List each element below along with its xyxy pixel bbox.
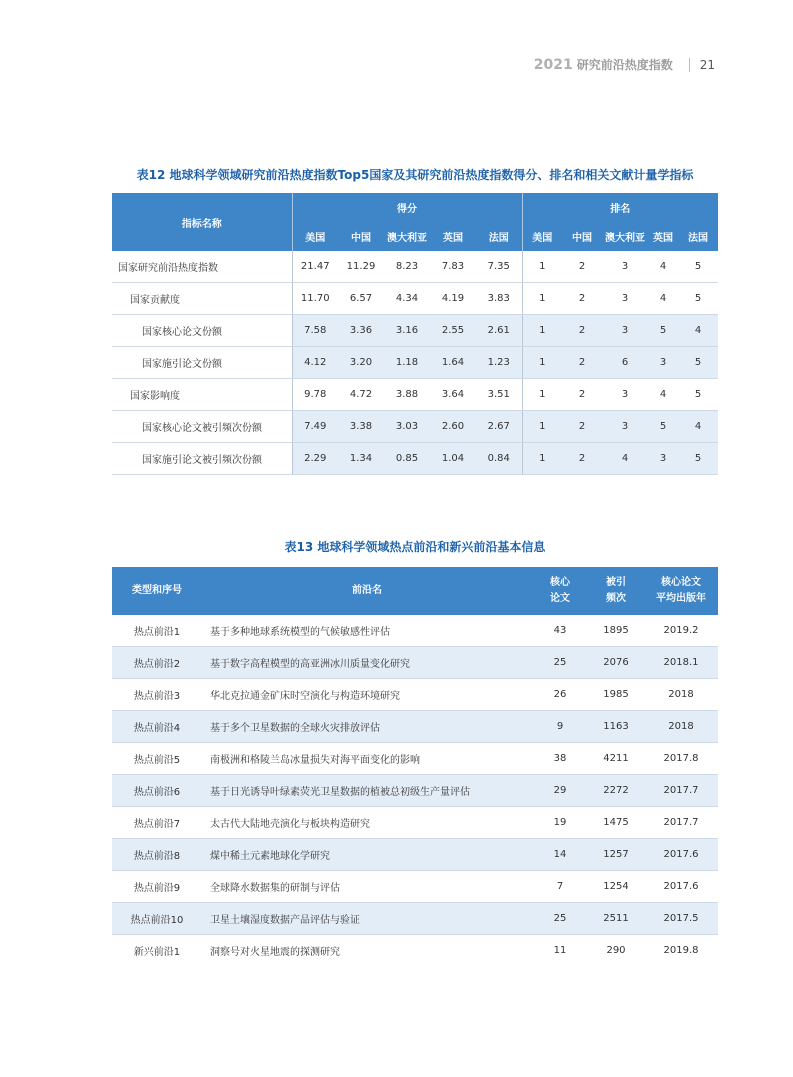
rank-cell: 3 [602, 251, 648, 283]
score-cell: 6.57 [338, 283, 384, 315]
front-name: 煤中稀土元素地球化学研究 [202, 839, 532, 871]
front-type: 热点前沿3 [112, 679, 202, 711]
avg-year: 2019.2 [644, 615, 718, 647]
avg-year: 2018.1 [644, 647, 718, 679]
core-papers: 38 [532, 743, 588, 775]
core-papers: 43 [532, 615, 588, 647]
header-year: 2021 [533, 56, 573, 73]
citations: 2272 [588, 775, 644, 807]
score-cell: 3.36 [338, 315, 384, 347]
core-papers: 9 [532, 711, 588, 743]
citations: 1254 [588, 871, 644, 903]
table-row [112, 903, 718, 935]
rank-cell: 2 [562, 315, 602, 347]
citations: 290 [606, 945, 626, 956]
avg-year: 2017.6 [644, 839, 718, 871]
indicator-name: 国家贡献度 [112, 283, 292, 315]
rank-cell: 4 [678, 315, 718, 347]
front-name: 华北克拉通金矿床时空演化与构造环境研究 [202, 679, 532, 711]
citations: 4211 [588, 743, 644, 775]
table-row [112, 615, 718, 647]
table-row [112, 251, 718, 283]
citations: 1475 [588, 807, 644, 839]
rank-cell: 2 [562, 347, 602, 379]
front-type: 热点前沿6 [112, 775, 202, 807]
rank-cell: 1 [522, 251, 562, 283]
table-row [112, 679, 718, 711]
front-type: 热点前沿5 [112, 743, 202, 775]
avg-year-header: 核心论文 平均出版年 [644, 567, 718, 615]
score-cell: 3.64 [430, 379, 476, 411]
table-row [112, 347, 718, 379]
rank-cell: 6 [602, 347, 648, 379]
score-cell: 3.03 [384, 411, 430, 443]
front-type: 热点前沿4 [112, 711, 202, 743]
score-cell: 3.38 [338, 411, 384, 443]
core-papers: 29 [532, 775, 588, 807]
score-country-header: 英国 [430, 222, 476, 251]
rank-cell: 2 [562, 251, 602, 283]
front-name: 基于日光诱导叶绿素荧光卫星数据的植被总初级生产量评估 [202, 775, 532, 807]
score-cell: 0.85 [384, 443, 430, 475]
rank-country-header: 英国 [648, 222, 678, 251]
rank-cell: 4 [602, 443, 648, 475]
score-cell: 2.61 [476, 315, 522, 347]
table-row [112, 443, 718, 475]
core-papers: 11 [553, 945, 567, 956]
rank-cell: 2 [562, 443, 602, 475]
score-cell: 1.23 [476, 347, 522, 379]
score-cell: 1.04 [430, 443, 476, 475]
core-papers: 19 [532, 807, 588, 839]
avg-year: 2019.8 [663, 945, 699, 956]
indicator-name: 国家研究前沿热度指数 [112, 251, 292, 283]
score-cell: 11.70 [292, 283, 338, 315]
table13-caption: 表13 地球科学领域热点前沿和新兴前沿基本信息 [284, 540, 546, 554]
rank-cell: 1 [522, 443, 562, 475]
table13 [112, 567, 718, 966]
front-name: 全球降水数据集的研制与评估 [202, 871, 532, 903]
score-cell: 7.35 [476, 251, 522, 283]
front-name: 南极洲和格陵兰岛冰量损失对海平面变化的影响 [202, 743, 532, 775]
rank-cell: 5 [678, 251, 718, 283]
table-row [112, 839, 718, 871]
score-cell: 2.67 [476, 411, 522, 443]
front-name: 基于数字高程模型的高亚洲冰川质量变化研究 [202, 647, 532, 679]
core-papers: 25 [532, 647, 588, 679]
front-type: 热点前沿2 [112, 647, 202, 679]
table-row [112, 711, 718, 743]
rank-cell: 4 [678, 411, 718, 443]
core-papers-header: 核心 论文 [532, 567, 588, 615]
rank-cell: 3 [648, 443, 678, 475]
table-row [112, 935, 718, 967]
indicator-name: 国家施引论文被引频次份额 [112, 443, 292, 475]
score-cell: 8.23 [384, 251, 430, 283]
score-cell: 21.47 [292, 251, 338, 283]
rank-cell: 1 [522, 315, 562, 347]
score-cell: 4.34 [384, 283, 430, 315]
table-row [112, 647, 718, 679]
citations: 2076 [588, 647, 644, 679]
rank-cell: 5 [678, 283, 718, 315]
rank-cell: 1 [522, 347, 562, 379]
table-row [112, 379, 718, 411]
front-type: 新兴前沿1 [133, 947, 181, 958]
rank-cell: 1 [522, 283, 562, 315]
table-row [112, 807, 718, 839]
core-papers: 7 [532, 871, 588, 903]
col-indicator-header: 指标名称 [112, 193, 292, 251]
table12 [112, 193, 718, 475]
score-cell: 3.51 [476, 379, 522, 411]
core-papers: 14 [532, 839, 588, 871]
citations: 2511 [588, 903, 644, 935]
page-number: 21 [699, 57, 715, 72]
front-type: 热点前沿9 [112, 871, 202, 903]
score-cell: 11.29 [338, 251, 384, 283]
score-cell: 1.18 [384, 347, 430, 379]
score-cell: 2.60 [430, 411, 476, 443]
front-type: 热点前沿10 [112, 903, 202, 935]
rank-cell: 2 [562, 411, 602, 443]
table12-caption: 表12 地球科学领域研究前沿热度指数Top5国家及其研究前沿热度指数得分、排名和相关文献计量学指标 [136, 168, 694, 182]
rank-cell: 3 [602, 411, 648, 443]
indicator-name: 国家核心论文份额 [112, 315, 292, 347]
rank-cell: 1 [522, 411, 562, 443]
score-cell: 0.84 [476, 443, 522, 475]
avg-year: 2018 [644, 679, 718, 711]
front-type: 热点前沿1 [112, 615, 202, 647]
indicator-name: 国家核心论文被引频次份额 [112, 411, 292, 443]
table-row [112, 283, 718, 315]
rank-cell: 5 [678, 347, 718, 379]
score-cell: 4.72 [338, 379, 384, 411]
rank-cell: 3 [602, 379, 648, 411]
rank-cell: 4 [648, 379, 678, 411]
table-row [112, 871, 718, 903]
table-row [112, 743, 718, 775]
citations: 1985 [588, 679, 644, 711]
score-country-header: 美国 [292, 222, 338, 251]
score-cell: 2.29 [292, 443, 338, 475]
rank-cell: 2 [562, 283, 602, 315]
score-cell: 3.20 [338, 347, 384, 379]
score-cell: 7.49 [292, 411, 338, 443]
citations: 1257 [588, 839, 644, 871]
citations: 1895 [588, 615, 644, 647]
core-papers: 25 [532, 903, 588, 935]
score-cell: 7.58 [292, 315, 338, 347]
rank-country-header: 澳大利亚 [602, 222, 648, 251]
rank-cell: 5 [678, 379, 718, 411]
avg-year: 2017.5 [644, 903, 718, 935]
score-cell: 1.34 [338, 443, 384, 475]
type-header: 类型和序号 [112, 567, 202, 615]
rank-cell: 2 [562, 379, 602, 411]
header-title: 研究前沿热度指数 [576, 58, 673, 72]
score-cell: 2.55 [430, 315, 476, 347]
table-row [112, 315, 718, 347]
front-name: 基于多个卫星数据的全球火灾排放评估 [202, 711, 532, 743]
rank-cell: 5 [648, 315, 678, 347]
page-header [534, 56, 715, 73]
rank-cell: 3 [602, 283, 648, 315]
rank-country-header: 法国 [678, 222, 718, 251]
rank-group-header: 排名 [522, 193, 718, 222]
front-name: 洞察号对火星地震的探测研究 [210, 947, 340, 958]
indicator-name: 国家施引论文份额 [112, 347, 292, 379]
rank-cell: 3 [648, 347, 678, 379]
front-name: 卫星土壤湿度数据产品评估与验证 [202, 903, 532, 935]
core-papers: 26 [532, 679, 588, 711]
rank-cell: 5 [678, 443, 718, 475]
rank-cell: 1 [522, 379, 562, 411]
indicator-name: 国家影响度 [112, 379, 292, 411]
rank-country-header: 美国 [522, 222, 562, 251]
front-type: 热点前沿7 [112, 807, 202, 839]
rank-cell: 4 [648, 251, 678, 283]
table-row [112, 775, 718, 807]
score-cell: 7.83 [430, 251, 476, 283]
avg-year: 2018 [644, 711, 718, 743]
avg-year: 2017.8 [644, 743, 718, 775]
citations: 1163 [588, 711, 644, 743]
rank-cell: 5 [648, 411, 678, 443]
score-group-header: 得分 [292, 193, 522, 222]
score-cell: 4.19 [430, 283, 476, 315]
avg-year: 2017.6 [644, 871, 718, 903]
score-country-header: 澳大利亚 [384, 222, 430, 251]
score-cell: 1.64 [430, 347, 476, 379]
score-country-header: 法国 [476, 222, 522, 251]
citations-header: 被引 频次 [588, 567, 644, 615]
header-divider [689, 58, 690, 72]
front-type: 热点前沿8 [112, 839, 202, 871]
avg-year: 2017.7 [644, 775, 718, 807]
score-cell: 9.78 [292, 379, 338, 411]
rank-cell: 4 [648, 283, 678, 315]
front-header: 前沿名 [202, 567, 532, 615]
avg-year: 2017.7 [644, 807, 718, 839]
score-country-header: 中国 [338, 222, 384, 251]
rank-cell: 3 [602, 315, 648, 347]
table-row [112, 411, 718, 443]
front-name: 太古代大陆地壳演化与板块构造研究 [202, 807, 532, 839]
score-cell: 3.16 [384, 315, 430, 347]
score-cell: 4.12 [292, 347, 338, 379]
score-cell: 3.83 [476, 283, 522, 315]
front-name: 基于多种地球系统模型的气候敏感性评估 [202, 615, 532, 647]
score-cell: 3.88 [384, 379, 430, 411]
rank-country-header: 中国 [562, 222, 602, 251]
